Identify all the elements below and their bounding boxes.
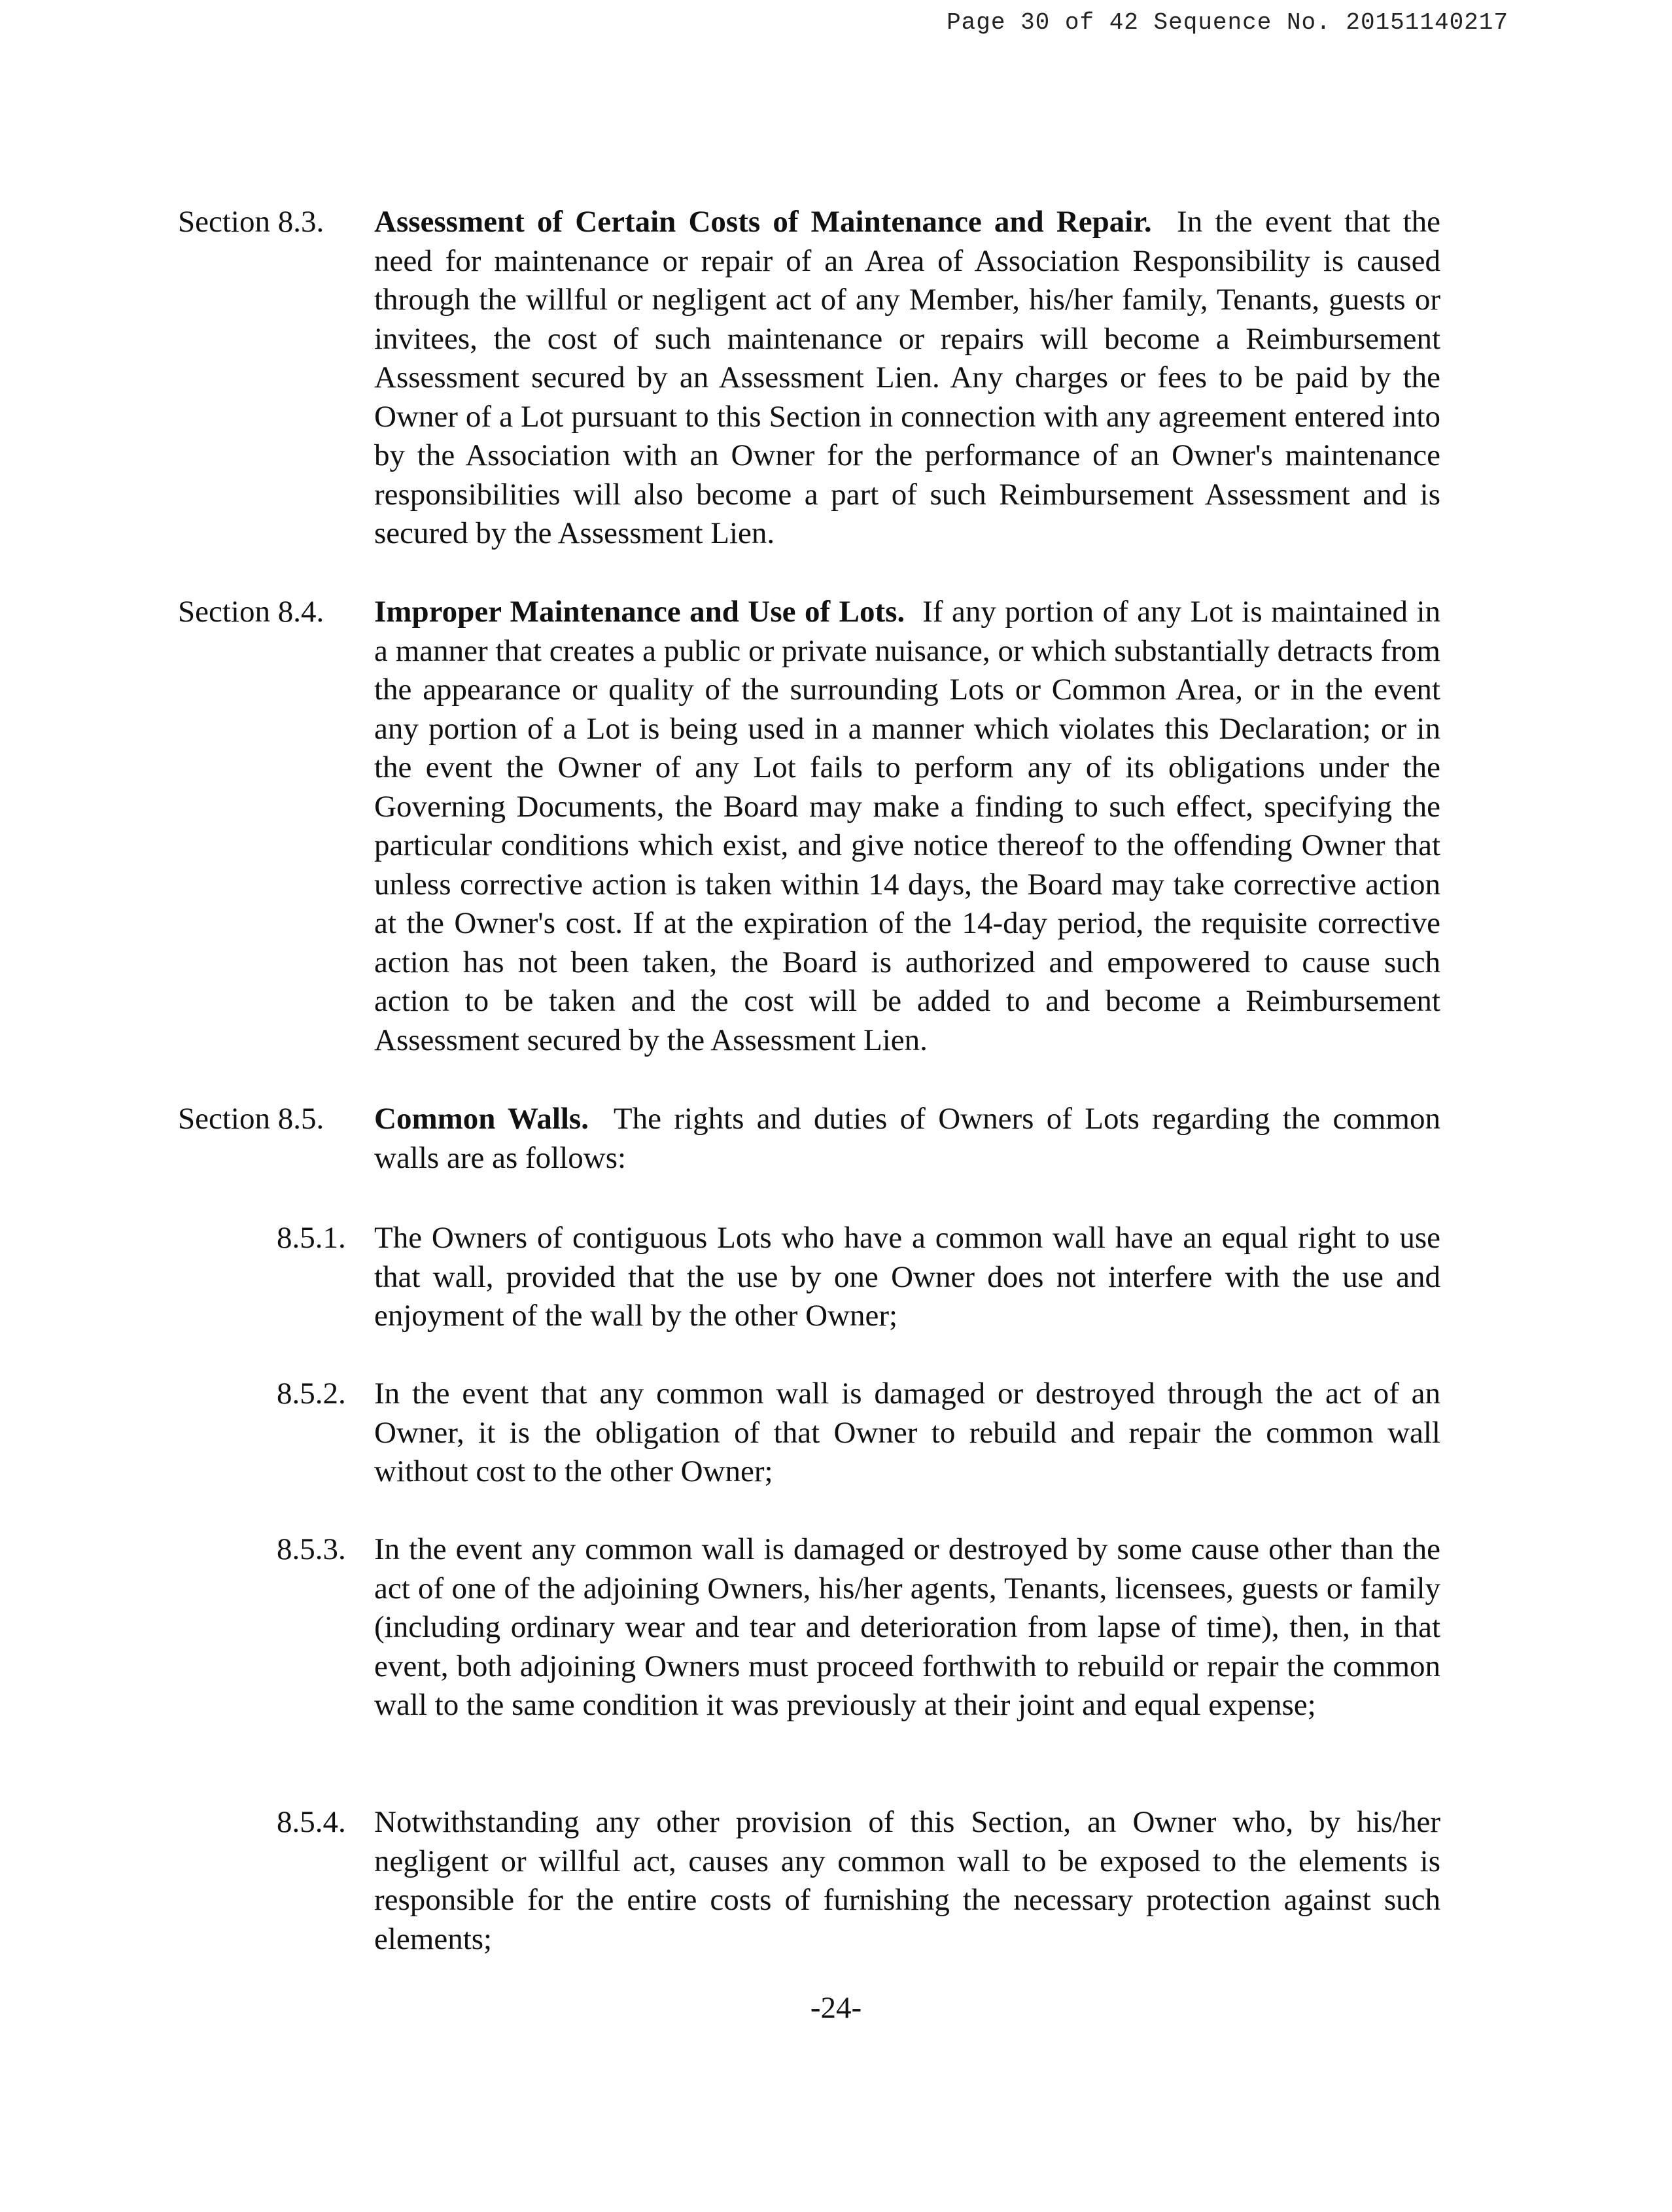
page-number: -24- [810, 1991, 862, 2025]
section-label: Section 8.5. [178, 1102, 324, 1136]
section-text: If any portion of any Lot is maintained in a manner that creates a public or private nuisance, or which substantially detracts from the appearance or quality of the surrounding Lots or Common Area, or in the event any portion of a Lot is being used in a manner which violates this Declaration; or in the event the Owner of any Lot fails to perform any of its obligations under the Governing Documents, the Board may make a finding to such effect, specifying the particular conditions which exist, and give notice thereof to the offending Owner that unless corrective action is taken within 14 days, the Board may take corrective action at the Owner's cost. If at the expiration of the 14-day period, the requisite corrective action has not been taken, the Board is authorized and empowered to cause such action to be taken and the cost will be added to and become a Reimbursement Assessment secured by the Assessment Lien. [374, 595, 1441, 1057]
section-title: Assessment of Certain Costs of Maintenance and Repair. [374, 205, 1152, 239]
page-header: Page 30 of 42 Sequence No. 20151140217 [947, 9, 1508, 36]
subsection-text: In the event any common wall is damaged or destroyed by some cause other than the act of one of the adjoining Owners, his/her agents, Tenants, licensees, guests or family (including ordinary wear and tear and deterioration from lapse of time), then, in that event, both adjoining Owners must proceed forthwith to rebuild or repair the common wall to the same condition it was previously at their joint and equal expense; [374, 1532, 1440, 1722]
subsection-label: 8.5.4. [277, 1805, 346, 1839]
section-text: In the event that the need for maintenance or repair of an Area of Association Responsibility is caused through the willful or negligent act of any Member, his/her family, Tenants, guests or invitees, the cost of such maintenance or repairs will become a Reimbursement Assessment secured by an Assessment Lien. Any charges or fees to be paid by the Owner of a Lot pursuant to this Section in connection with any agreement entered into by the Association with an Owner for the performance of an Owner's maintenance responsibilities will also become a part of such Reimbursement Assessment and is secured by the Assessment Lien. [374, 205, 1441, 550]
section-text: The rights and duties of Owners of Lots regarding the common walls are as follows: [374, 1102, 1440, 1175]
subsection-text: Notwithstanding any other provision of this Section, an Owner who, by his/her negligent or willful act, causes any common wall to be exposed to the elements is responsible for the entire costs of furnishing the necessary protection against such elements; [374, 1805, 1440, 1956]
section-title: Improper Maintenance and Use of Lots. [374, 595, 905, 629]
section-label: Section 8.3. [178, 205, 324, 239]
section-label: Section 8.4. [178, 595, 324, 629]
subsection-text: The Owners of contiguous Lots who have a common wall have an equal right to use that wall, provided that the use by one Owner does not interfere with the use and enjoyment of the wall by the other Owner; [374, 1221, 1440, 1333]
subsection-label: 8.5.2. [277, 1377, 346, 1411]
section-body [374, 203, 1440, 553]
section-body [374, 593, 1440, 1060]
subsection-text: In the event that any common wall is damaged or destroyed through the act of an Owner, it is the obligation of that Owner to rebuild and repair the common wall without cost to the other Owner; [374, 1377, 1440, 1488]
section-title: Common Walls. [374, 1102, 589, 1136]
subsection-label: 8.5.1. [277, 1221, 346, 1255]
subsection-label: 8.5.3. [277, 1532, 346, 1566]
section-body [374, 1100, 1440, 1178]
